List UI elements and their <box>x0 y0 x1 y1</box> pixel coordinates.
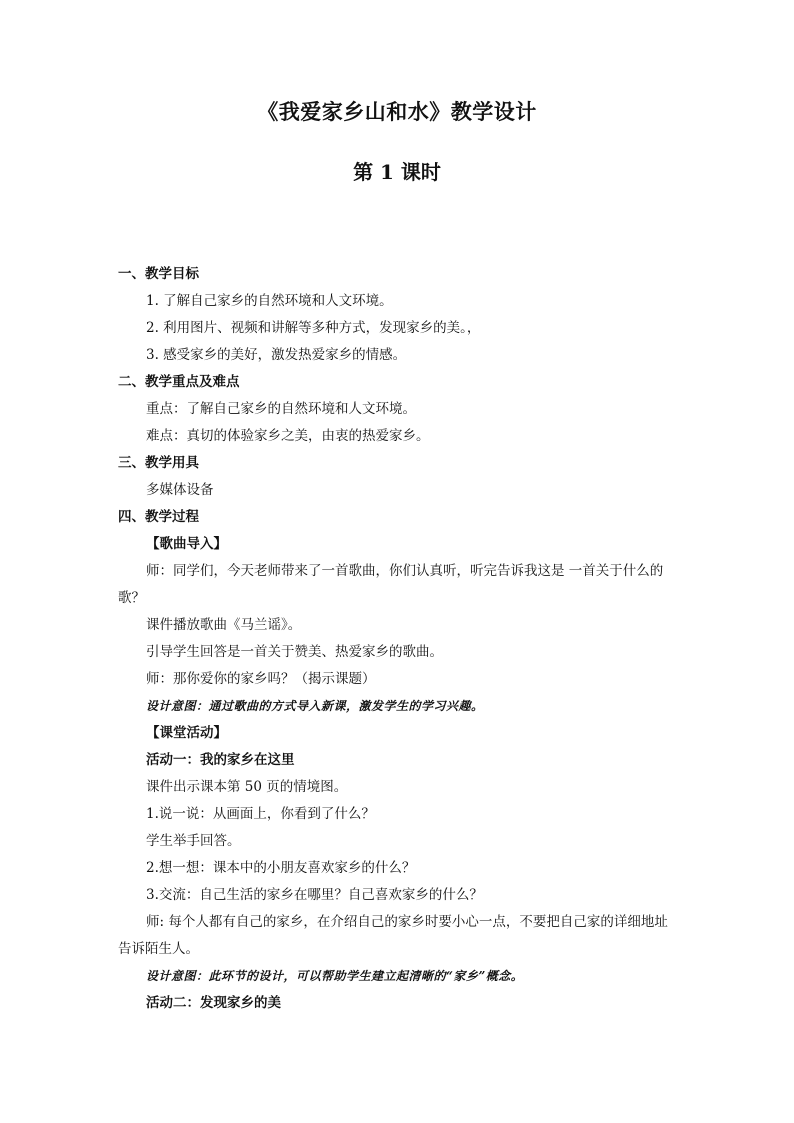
activity-label: 【课堂活动】 <box>146 725 227 741</box>
intro-line: 课件播放歌曲《马兰谣》。 <box>146 617 302 633</box>
activity-line: 3.交流：自己生活的家乡在哪里？自己喜欢家乡的什么？ <box>146 887 483 903</box>
document-body <box>118 261 680 1017</box>
intro-line: 师：那你爱你的家乡吗？（揭示课题） <box>146 671 376 687</box>
document-title: 《我爱家乡山和水》教学设计 <box>257 99 537 124</box>
activity-line: 1.说一说：从画面上，你看到了什么？ <box>146 806 375 822</box>
key-point: 重点：了解自己家乡的自然环境和人文环境。 <box>146 401 416 417</box>
design-intent-note: 设计意图：通过歌曲的方式导入新课，激发学生的学习兴趣。 <box>146 699 484 713</box>
intro-line: 引导学生回答是一首关于赞美、热爱家乡的歌曲。 <box>146 644 443 660</box>
section-heading-tools: 三、教学用具 <box>118 455 199 471</box>
intro-label: 【歌曲导入】 <box>146 536 227 552</box>
activity-two-title: 活动二：发现家乡的美 <box>146 995 281 1011</box>
section-heading-process: 四、教学过程 <box>118 509 199 525</box>
lesson-subtitle: 第 1 课时 <box>353 160 441 184</box>
section-heading-goals: 一、教学目标 <box>118 266 199 282</box>
design-intent-note: 设计意图：此环节的设计，可以帮助学生建立起清晰的“家乡”概念。 <box>146 969 524 983</box>
activity-line: 学生举手回答。 <box>146 833 241 849</box>
activity-line: 课件出示课本第 50 页的情境图。 <box>146 779 348 795</box>
section-heading-keypoints: 二、教学重点及难点 <box>118 374 240 390</box>
goal-item: 1. 了解自己家乡的自然环境和人文环境。 <box>146 293 393 309</box>
activity-line: 2.想一想：课本中的小朋友喜欢家乡的什么？ <box>146 860 416 876</box>
difficult-point: 难点：真切的体验家乡之美，由衷的热爱家乡。 <box>146 428 430 444</box>
tool-item: 多媒体设备 <box>146 482 214 498</box>
intro-line: 师：同学们，今天老师带来了一首歌曲，你们认真听，听完告诉我这是 一首关于什么的歌？ <box>118 563 664 606</box>
activity-one-title: 活动一：我的家乡在这里 <box>146 752 295 768</box>
goal-item: 2. 利用图片、视频和讲解等多种方式，发现家乡的美。， <box>146 320 481 336</box>
goal-item: 3. 感受家乡的美好，激发热爱家乡的情感。 <box>146 347 407 363</box>
activity-line: 师: 每个人都有自己的家乡，在介绍自己的家乡时要小心一点，不要把自己家的详细地址告诉陌生人。 <box>118 914 668 957</box>
